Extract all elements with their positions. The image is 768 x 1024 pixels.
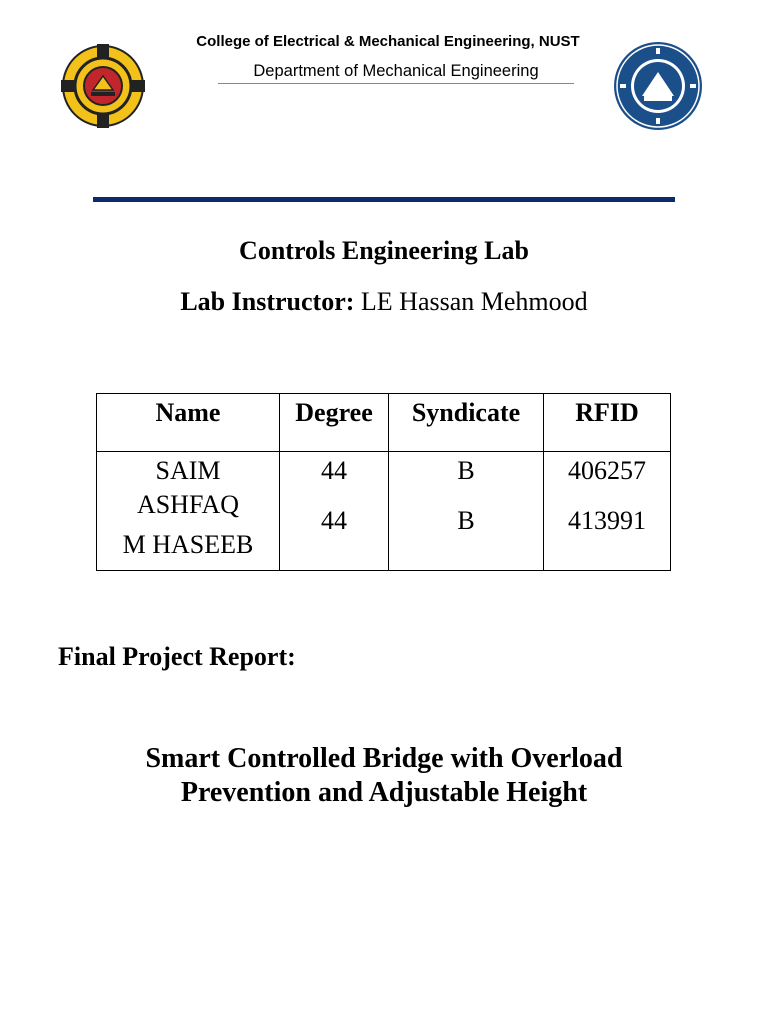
college-name: College of Electrical & Mechanical Engineering, NUST: [196, 33, 580, 50]
table-header-row: [97, 394, 671, 452]
member-name-line: SAIM: [155, 456, 221, 485]
header-divider: [93, 197, 675, 202]
syndicates-cell: [389, 452, 544, 571]
nust-logo-icon: [610, 40, 706, 132]
spacer: [544, 488, 670, 504]
project-title-line: Prevention and Adjustable Height: [180, 777, 588, 808]
spacer: [389, 488, 543, 504]
header-name: Name: [97, 394, 280, 452]
project-title-line: Smart Controlled Bridge with Overload: [145, 743, 623, 774]
member-name-line: M HASEEB: [122, 530, 254, 559]
names-cell: [97, 452, 280, 571]
report-label: Final Project Report:: [58, 642, 296, 671]
header-syndicate: Syndicate: [389, 394, 544, 452]
table-row: [97, 452, 671, 571]
department-name: Department of Mechanical Engineering: [218, 62, 574, 84]
header-rfid: RFID: [544, 394, 671, 452]
members-table: [96, 393, 671, 571]
rfids-cell: [544, 452, 671, 571]
lab-title: Controls Engineering Lab: [239, 236, 529, 265]
degree-value: 44: [321, 506, 347, 535]
instructor-label: Lab Instructor:: [180, 287, 355, 316]
project-title: [0, 742, 768, 810]
degree-value: 44: [321, 456, 347, 485]
degrees-cell: [280, 452, 389, 571]
spacer: [280, 488, 388, 504]
member-name-line: ASHFAQ: [136, 490, 240, 519]
syndicate-value: B: [457, 456, 475, 485]
rfid-value: 406257: [568, 456, 646, 485]
rfid-value: 413991: [568, 506, 646, 535]
syndicate-value: B: [457, 506, 475, 535]
instructor-name: LE Hassan Mehmood: [354, 287, 588, 316]
header-degree: Degree: [280, 394, 389, 452]
ceme-logo-icon: [60, 40, 146, 132]
lab-instructor: [0, 287, 768, 317]
